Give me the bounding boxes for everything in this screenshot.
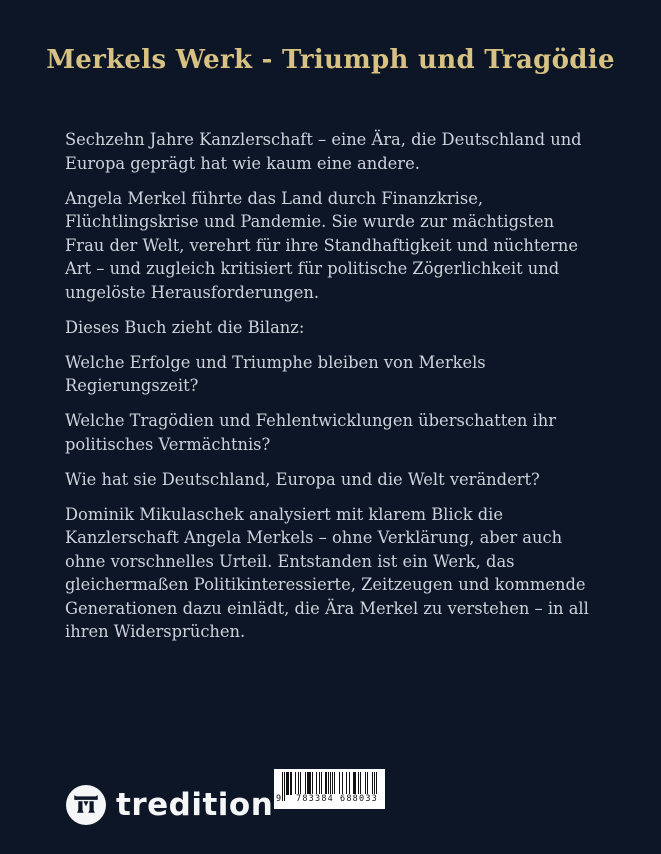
tredition-logo-icon (66, 785, 106, 825)
blurb-paragraph: Wie hat sie Deutschland, Europa und die Welt verändert? (65, 469, 540, 489)
isbn-digit-group: 688033 (337, 794, 381, 805)
isbn-digit-group: 9 (276, 794, 282, 804)
blurb-paragraph: Sechzehn Jahre Kanzlerschaft – eine Ära, die Deutschland und Europa geprägt hat wie kaum eine andere. (65, 130, 582, 173)
publisher-name: tredition (116, 787, 274, 823)
isbn-digits (274, 794, 385, 806)
blurb-paragraph: Welche Tragödien und Fehlentwicklungen überschatten ihr politisches Vermächtnis? (65, 411, 557, 454)
blurb-paragraph: Dominik Mikulaschek analysiert mit klarem Blick die Kanzlerschaft Angela Merkels – ohne Verklärung, aber auch ohne vorschnelles Urteil. Entstanden ist ein Werk, das gleichermaßen Politikinteressierte, Zeitzeugen und kommende Generationen dazu einlädt, die Ära Merkel zu verstehen – in all ihren Widersprüchen. (65, 504, 589, 641)
blurb (65, 128, 597, 655)
publisher-logo (66, 785, 273, 825)
blurb-paragraph: Welche Erfolge und Triumphe bleiben von Merkels Regierungszeit? (65, 352, 486, 395)
blurb-paragraph: Angela Merkel führte das Land durch Finanzkrise, Flüchtlingskrise und Pandemie. Sie wurde zur mächtigsten Frau der Welt, verehrt für ihre Standhaftigkeit und nüchterne Art – und zugleich kritisiert für politische Zögerlichkeit und ungelöste Herausforderungen. (65, 188, 578, 302)
blurb-paragraph: Dieses Buch zieht die Bilanz: (65, 317, 305, 337)
book-title: Merkels Werk - Triumph und Tragödie (46, 45, 615, 75)
isbn-digit-group: 783384 (293, 794, 337, 805)
isbn-barcode (274, 769, 385, 809)
